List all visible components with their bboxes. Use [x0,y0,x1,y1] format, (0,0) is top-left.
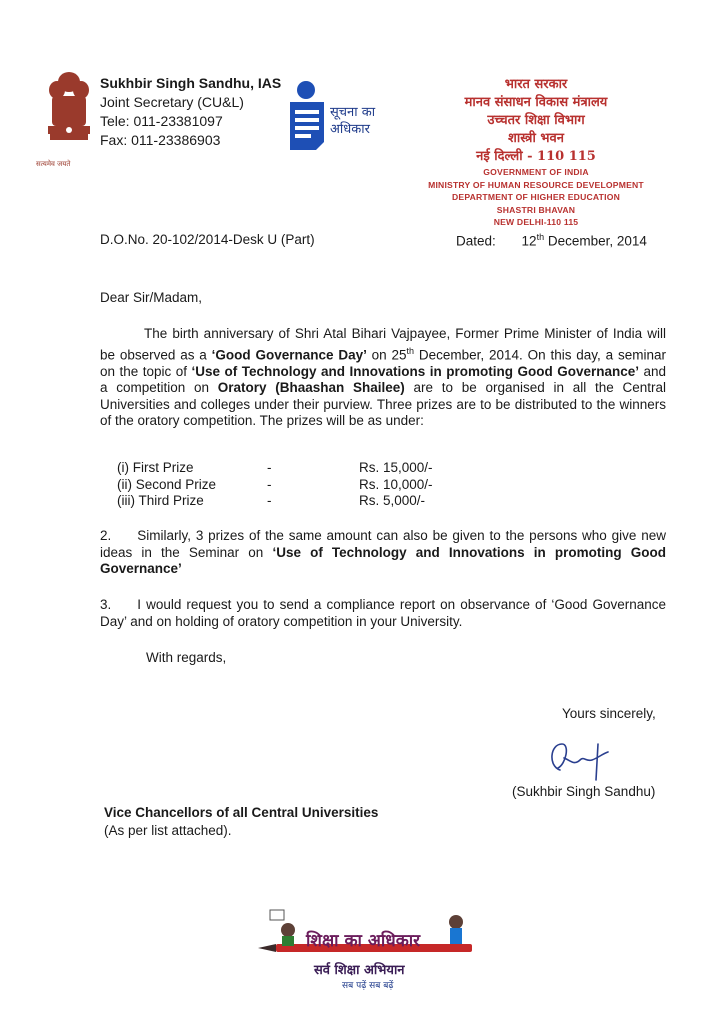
signatory-name: (Sukhbir Singh Sandhu) [512,784,656,799]
regards: With regards, [146,650,227,665]
prize-list [117,460,433,510]
sender-designation: Joint Secretary (CU&L) [100,94,244,110]
p1-text-f: and a competition on [100,363,666,395]
do-number: D.O.No. 20-102/2014-Desk U (Part) [100,232,315,247]
prize-dash: - [267,493,272,508]
emblem-motto: सत्यमेव जयते [36,160,71,168]
government-address [400,76,672,229]
govt-hi-line4: शास्त्री भवन [508,131,564,146]
sender-name: Sukhbir Singh Sandhu, IAS [100,75,282,91]
p1-text-c: on 25 [366,347,407,362]
date-day: 12 [521,233,537,249]
prize-amount: Rs. 5,000/- [359,493,426,508]
rti-label-line1: सूचना का [330,105,376,120]
salutation: Dear Sir/Madam, [100,290,203,305]
prize-label: (iii) Third Prize [117,493,204,508]
addressee [104,804,378,840]
letter-date [456,232,647,249]
footer-subtitle: सर्व शिक्षा अभियान [314,963,405,978]
p1-oratory: Oratory (Bhaashan Shailee) [217,380,405,395]
paragraph-3 [100,597,666,630]
govt-en-line2: MINISTRY OF HUMAN RESOURCE DEVELOPMENT [428,179,644,190]
p3-text: I would request you to send a compliance report on observance of ‘Good Governance Day’ and on holding of oratory competition in your University. [100,597,666,629]
prize-dash: - [267,476,272,492]
prize-amount: Rs. 10,000/- [359,476,433,492]
prize-label: (ii) Second Prize [117,476,217,492]
govt-en-line4: SHASTRI BHAVAN [496,204,576,215]
prize-dash: - [267,460,272,475]
footer-title: शिक्षा का अधिकार [306,931,421,951]
rti-label-line2: अधिकार [330,122,370,137]
addressee-line1: Vice Chancellors of all Central Universities [104,805,379,820]
prize-label: (i) First Prize [117,460,194,475]
date-rest: December, 2014 [544,233,647,249]
p2-seminar-topic: ‘Use of Technology and Innovations in promoting Good Governance’ [100,544,666,576]
p1-seminar-topic: ‘Use of Technology and Innovations in promoting Good Governance’ [191,363,639,379]
handwritten-signature [540,736,620,782]
sender-tele: Tele: 011-23381097 [100,113,223,129]
paragraph-2 [100,528,666,578]
p1-sup: th [406,345,415,356]
p3-number: 3. [100,597,112,612]
govt-en-line1: GOVERNMENT OF INDIA [483,167,589,177]
govt-hi-line2: मानव संसाधन विकास मंत्रालय [464,95,608,110]
govt-hi-line1: भारत सरकार [504,77,568,92]
p1-good-governance-day: ‘Good Governance Day’ [211,347,367,362]
govt-en-line3: DEPARTMENT OF HIGHER EDUCATION [451,192,620,202]
sender-block [100,74,281,150]
date-suffix: th [536,232,545,242]
govt-en-line5: NEW DELHI-110 115 [493,217,579,227]
closing: Yours sincerely, [562,706,656,721]
addressee-line2: (As per list attached). [104,823,232,838]
govt-hi-line3: उच्चतर शिक्षा विभाग [487,113,585,128]
dated-label: Dated: [456,233,496,249]
govt-hi-line5: नई दिल्ली - 110 115 [476,149,596,164]
prize-row [117,477,433,494]
prize-amount: Rs. 15,000/- [359,460,433,475]
p2-text-a: Similarly, 3 prizes of the same amount can also be given to the persons who give new ideas in the Seminar on [100,528,666,560]
p1-text-d: December, 2014. On this day, a seminar on the topic of [100,347,666,379]
sender-fax: Fax: 011-23386903 [100,132,221,148]
prize-row [117,493,433,510]
p1-text-a: The birth anniversary of Shri Atal Bihari Vajpayee, Former Prime Minister of India will be observed as a [100,326,666,362]
paragraph-1 [100,326,666,430]
rti-label [330,104,375,138]
prize-row [117,460,433,477]
national-emblem-icon [40,68,98,164]
footer-tagline: सब पढ़ें सब बढ़ें [342,981,394,991]
p1-text-h: are to be organised in all the Central Universities and colleges under their purview. Three prizes are to be distributed to the winners of the oratory competition. The prizes will be as under: [100,380,667,428]
p2-number: 2. [100,528,112,543]
